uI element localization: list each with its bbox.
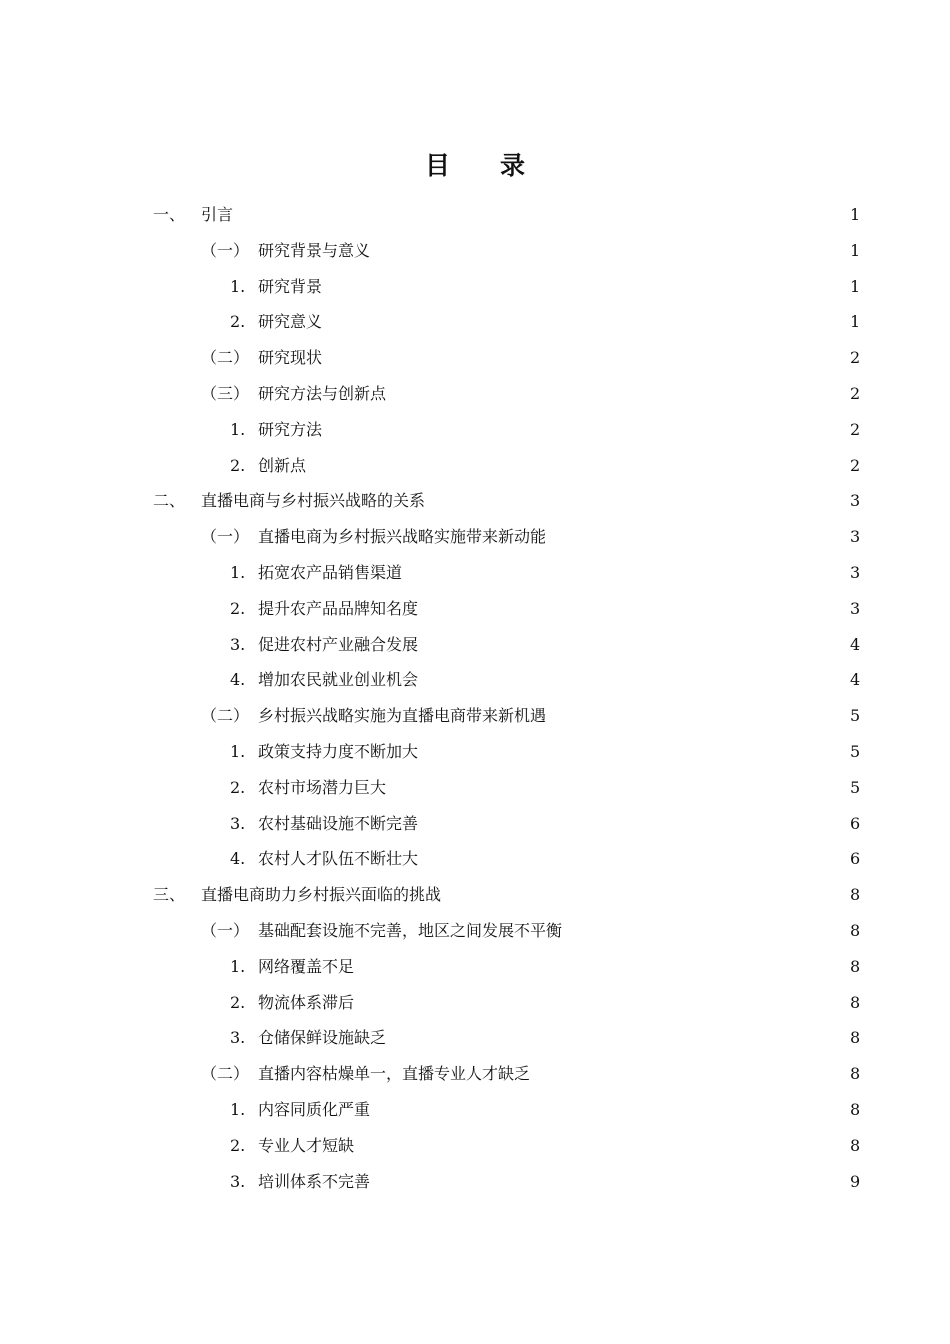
toc-entry-number: （一） xyxy=(201,240,250,260)
toc-entry-number: 2. xyxy=(230,598,246,618)
toc-entry-page-number: 5 xyxy=(850,706,861,726)
toc-entry[interactable] xyxy=(201,1057,860,1091)
toc-entry-page-number: 8 xyxy=(850,921,861,940)
toc-entry-number: 1. xyxy=(230,419,246,439)
toc-entry-page-number: 8 xyxy=(850,1100,861,1119)
toc-entry-title: 增加农民就业创业机会 xyxy=(258,670,419,690)
toc-entry-page-number: 6 xyxy=(850,849,861,869)
dot-leader xyxy=(357,1129,847,1163)
toc-entry[interactable] xyxy=(230,1021,860,1055)
toc-entry-title: 直播电商助力乡村振兴面临的挑战 xyxy=(201,885,442,905)
dot-leader xyxy=(389,771,847,805)
toc-entry-title: 研究意义 xyxy=(258,312,323,332)
toc-entry-number: 2. xyxy=(230,312,246,332)
dot-leader xyxy=(421,663,847,697)
toc-entry-page-number: 8 xyxy=(850,956,861,976)
toc-entry-title: 研究现状 xyxy=(258,348,323,368)
toc-entry-number: 3. xyxy=(230,1171,246,1191)
toc-entry-title: 研究背景 xyxy=(258,276,323,296)
toc-entry-title: 直播电商为乡村振兴战略实施带来新动能 xyxy=(258,527,547,547)
toc-entry-title: 引言 xyxy=(201,205,234,224)
toc-entry-page-number: 1 xyxy=(850,240,861,260)
toc-entry-page-number: 8 xyxy=(850,992,861,1012)
toc-entry-number: 2. xyxy=(230,455,246,475)
toc-entry-number: 3. xyxy=(230,1028,246,1048)
toc-entry-number: 3. xyxy=(230,634,246,654)
toc-entry-page-number: 2 xyxy=(850,348,861,368)
toc-entry-page-number: 8 xyxy=(850,1135,861,1155)
toc-entry-page-number: 3 xyxy=(850,598,861,618)
dot-leader xyxy=(428,484,847,518)
toc-entry-number: 二、 xyxy=(153,491,186,511)
dot-leader xyxy=(549,699,847,733)
dot-leader xyxy=(373,1093,847,1127)
toc-entry[interactable] xyxy=(230,735,860,769)
toc-entry-title: 网络覆盖不足 xyxy=(258,956,355,976)
toc-entry[interactable] xyxy=(201,377,860,411)
toc-entry[interactable] xyxy=(201,914,860,948)
toc-entry[interactable] xyxy=(230,592,860,626)
toc-entry-title: 培训体系不完善 xyxy=(258,1171,371,1191)
dot-leader xyxy=(357,950,847,984)
toc-entry[interactable] xyxy=(230,986,860,1020)
toc-entry-number: （二） xyxy=(201,706,250,726)
toc-entry-page-number: 4 xyxy=(850,634,861,654)
toc-entry-page-number: 5 xyxy=(850,777,861,797)
toc-entry-title: 研究方法 xyxy=(258,419,323,439)
toc-entry[interactable] xyxy=(201,341,860,375)
dot-leader xyxy=(325,305,847,339)
toc-entry-page-number: 1 xyxy=(850,205,861,224)
toc-entry-page-number: 2 xyxy=(850,384,861,403)
toc-entry-number: 1. xyxy=(230,276,246,296)
toc-entry-title: 物流体系滞后 xyxy=(258,992,355,1012)
dot-leader xyxy=(421,628,847,662)
toc-entry-title: 提升农产品品牌知名度 xyxy=(258,598,419,618)
toc-entry-page-number: 8 xyxy=(850,885,861,905)
toc-entry-title: 基础配套设施不完善，地区之间发展不平衡 xyxy=(258,921,563,940)
dot-leader xyxy=(421,735,847,769)
toc-entry-number: 4. xyxy=(230,670,246,690)
toc-entry[interactable] xyxy=(230,305,860,339)
toc-entry-title: 政策支持力度不断加大 xyxy=(258,742,419,761)
dot-leader xyxy=(357,986,847,1020)
title-char-1: 目 xyxy=(424,151,450,180)
toc-entry-number: （三） xyxy=(201,384,250,403)
toc-entry-title: 研究方法与创新点 xyxy=(258,384,387,403)
toc-entry-number: 1. xyxy=(230,563,246,582)
dot-leader xyxy=(373,1165,847,1199)
toc-entry[interactable] xyxy=(230,1165,860,1199)
toc-entry-title: 促进农村产业融合发展 xyxy=(258,634,419,654)
toc-entry-page-number: 8 xyxy=(850,1028,861,1048)
toc-entry-title: 专业人才短缺 xyxy=(258,1135,355,1155)
toc-entry-page-number: 1 xyxy=(850,276,861,296)
toc-entry-number: 2. xyxy=(230,777,246,797)
dot-leader xyxy=(325,341,847,375)
dot-leader xyxy=(405,556,847,590)
toc-entry-page-number: 2 xyxy=(850,419,861,439)
toc-entry-page-number: 5 xyxy=(850,742,861,761)
toc-entry-title: 研究背景与意义 xyxy=(258,240,371,260)
toc-entry-number: （二） xyxy=(201,348,250,368)
toc-entry-number: 1. xyxy=(230,956,246,976)
dot-leader xyxy=(325,270,847,304)
toc-entry[interactable] xyxy=(201,234,860,268)
toc-entry[interactable] xyxy=(230,771,860,805)
toc-entry[interactable] xyxy=(230,807,860,841)
toc-entry-title: 农村基础设施不断完善 xyxy=(258,813,419,833)
toc-entry[interactable] xyxy=(230,950,860,984)
toc-entry-number: 2. xyxy=(230,1135,246,1155)
toc-entry-number: 三、 xyxy=(153,885,186,905)
toc-entry-title: 农村人才队伍不断壮大 xyxy=(258,849,419,869)
toc-entry-title: 创新点 xyxy=(258,455,307,475)
toc-entry-page-number: 9 xyxy=(850,1171,861,1191)
toc-entry-number: 2. xyxy=(230,992,246,1012)
toc-entry[interactable] xyxy=(201,520,860,554)
toc-entry-title: 拓宽农产品销售渠道 xyxy=(258,563,403,582)
dot-leader xyxy=(549,520,847,554)
toc-entry[interactable] xyxy=(230,842,860,876)
toc-entry-page-number: 4 xyxy=(850,670,861,690)
toc-entry-title: 农村市场潜力巨大 xyxy=(258,777,387,797)
toc-entry-title: 直播内容枯燥单一，直播专业人才缺乏 xyxy=(258,1064,531,1084)
toc-entry-number: 3. xyxy=(230,813,246,833)
toc-entry-title: 仓储保鲜设施缺乏 xyxy=(258,1028,387,1048)
toc-entry[interactable] xyxy=(230,413,860,447)
toc-entry-page-number: 6 xyxy=(850,813,861,833)
dot-leader xyxy=(565,914,847,948)
toc-entry-number: 4. xyxy=(230,849,246,869)
toc-entry[interactable] xyxy=(230,1093,860,1127)
toc-entry-number: 1. xyxy=(230,1100,246,1119)
dot-leader xyxy=(421,842,847,876)
dot-leader xyxy=(444,878,847,912)
toc-entry-number: 一、 xyxy=(153,205,186,224)
dot-leader xyxy=(533,1057,847,1091)
toc-entry[interactable] xyxy=(153,198,860,232)
toc-entry-page-number: 3 xyxy=(850,527,861,547)
toc-entry[interactable] xyxy=(201,699,860,733)
dot-leader xyxy=(309,449,847,483)
toc-entry-title: 乡村振兴战略实施为直播电商带来新机遇 xyxy=(258,706,547,726)
dot-leader xyxy=(389,377,847,411)
dot-leader xyxy=(421,592,847,626)
toc-entry-number: 1. xyxy=(230,742,246,761)
toc-entry[interactable] xyxy=(230,663,860,697)
toc-entry-number: （二） xyxy=(201,1064,250,1084)
dot-leader xyxy=(373,234,847,268)
toc-entry-page-number: 3 xyxy=(850,491,861,511)
toc-entry-title: 直播电商与乡村振兴战略的关系 xyxy=(201,491,426,511)
toc-entry[interactable] xyxy=(230,449,860,483)
page-title xyxy=(0,146,950,182)
toc-entry-page-number: 2 xyxy=(850,455,861,475)
toc-entry-page-number: 3 xyxy=(850,563,861,582)
toc-entry-number: （一） xyxy=(201,527,250,547)
title-char-2: 录 xyxy=(500,151,526,180)
toc-entry-page-number: 8 xyxy=(850,1064,861,1084)
toc-entry-title: 内容同质化严重 xyxy=(258,1100,371,1119)
toc-entry[interactable] xyxy=(153,484,860,518)
dot-leader xyxy=(421,807,847,841)
toc-entry-number: （一） xyxy=(201,921,250,940)
toc-entry[interactable] xyxy=(153,878,860,912)
dot-leader xyxy=(236,198,847,232)
toc-entry[interactable] xyxy=(230,556,860,590)
dot-leader xyxy=(389,1021,847,1055)
toc-entry[interactable] xyxy=(230,1129,860,1163)
toc-entry-page-number: 1 xyxy=(850,312,861,332)
dot-leader xyxy=(325,413,847,447)
toc-entry[interactable] xyxy=(230,270,860,304)
toc-entry[interactable] xyxy=(230,628,860,662)
